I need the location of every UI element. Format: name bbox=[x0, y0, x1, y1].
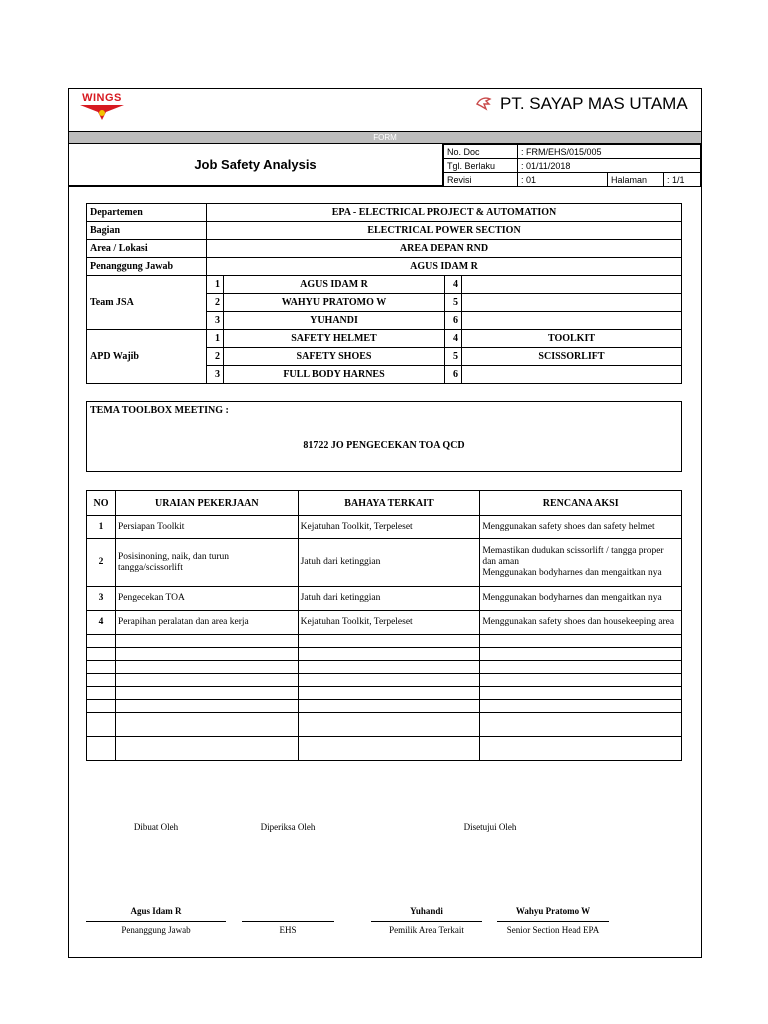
tgl-berlaku-value: : 01/11/2018 bbox=[518, 159, 701, 173]
company-name: PT. SAYAP MAS UTAMA bbox=[500, 94, 688, 113]
revisi-label: Revisi bbox=[444, 173, 518, 187]
no-doc-value: : FRM/EHS/015/005 bbox=[518, 145, 701, 159]
document-info-table bbox=[443, 144, 701, 187]
signature-name: Agus Idam R bbox=[130, 906, 182, 916]
apd-item: TOOLKIT bbox=[462, 330, 682, 348]
apd-number: 1 bbox=[207, 330, 224, 348]
task-uraian: Persiapan Toolkit bbox=[115, 516, 298, 539]
task-rencana: Menggunakan safety shoes dan safety helmet bbox=[480, 516, 682, 539]
team-member: YUHANDI bbox=[224, 312, 445, 330]
bagian-label: Bagian bbox=[87, 222, 207, 240]
team-jsa-label: Team JSA bbox=[87, 276, 207, 330]
wings-logo: WINGS bbox=[76, 92, 132, 122]
team-member: WAHYU PRATOMO W bbox=[224, 294, 445, 312]
column-header-no: NO bbox=[87, 491, 116, 516]
signature-line bbox=[371, 921, 482, 922]
signature-name: Yuhandi bbox=[410, 906, 443, 916]
column-header-rencana: RENCANA AKSI bbox=[480, 491, 682, 516]
task-bahaya: Jatuh dari ketinggian bbox=[298, 539, 480, 587]
apd-item: SAFETY SHOES bbox=[224, 348, 445, 366]
team-member bbox=[462, 294, 682, 312]
disetujui-oleh-label: Disetujui Oleh bbox=[463, 822, 517, 832]
task-rencana: Memastikan dudukan scissorlift / tangga proper dan aman Menggunakan bodyharnes dan mengaitkan nya bbox=[480, 539, 682, 587]
document-title: Job Safety Analysis bbox=[69, 144, 443, 186]
task-uraian: Perapihan peralatan dan area kerja bbox=[115, 611, 298, 635]
toolbox-meeting-label: TEMA TOOLBOX MEETING : bbox=[90, 405, 229, 416]
bagian-value: ELECTRICAL POWER SECTION bbox=[207, 222, 682, 240]
team-number: 6 bbox=[445, 312, 462, 330]
signature-name: Wahyu Pratomo W bbox=[515, 906, 591, 916]
signature-line bbox=[86, 921, 226, 922]
empty-row bbox=[87, 687, 682, 700]
empty-row bbox=[87, 700, 682, 713]
halaman-value: : 1/1 bbox=[664, 173, 701, 187]
signature-line bbox=[497, 921, 609, 922]
apd-number: 5 bbox=[445, 348, 462, 366]
empty-row bbox=[87, 737, 682, 761]
task-bahaya: Kejatuhan Toolkit, Terpeleset bbox=[298, 611, 480, 635]
area-label: Area / Lokasi bbox=[87, 240, 207, 258]
signature-role: Penanggung Jawab bbox=[121, 925, 191, 935]
company-logo-icon bbox=[474, 94, 494, 114]
signature-role: Pemilik Area Terkait bbox=[389, 925, 464, 935]
diperiksa-oleh-label: Diperiksa Oleh bbox=[260, 822, 316, 832]
apd-number: 2 bbox=[207, 348, 224, 366]
wings-emblem-icon bbox=[76, 92, 132, 122]
form-label-bar: FORM bbox=[69, 131, 701, 144]
table-row bbox=[87, 611, 682, 635]
signature-role: Senior Section Head EPA bbox=[506, 925, 600, 935]
signature-role: EHS bbox=[279, 925, 297, 935]
toolbox-meeting-value: 81722 JO PENGECEKAN TOA QCD bbox=[303, 440, 465, 451]
apd-item: FULL BODY HARNES bbox=[224, 366, 445, 384]
task-no: 1 bbox=[87, 516, 116, 539]
table-row bbox=[87, 539, 682, 587]
departemen-value: EPA - ELECTRICAL PROJECT & AUTOMATION bbox=[207, 204, 682, 222]
task-no: 3 bbox=[87, 587, 116, 611]
table-row bbox=[87, 587, 682, 611]
penanggung-jawab-value: AGUS IDAM R bbox=[207, 258, 682, 276]
halaman-label: Halaman bbox=[608, 173, 664, 187]
revisi-value: : 01 bbox=[518, 173, 608, 187]
task-rencana: Menggunakan bodyharnes dan mengaitkan nya bbox=[480, 587, 682, 611]
header-divider bbox=[69, 186, 701, 187]
team-number: 4 bbox=[445, 276, 462, 294]
apd-number: 6 bbox=[445, 366, 462, 384]
apd-wajib-label: APD Wajib bbox=[87, 330, 207, 384]
task-uraian: Posisinoning, naik, dan turun tangga/scissorlift bbox=[115, 539, 298, 587]
area-value: AREA DEPAN RND bbox=[207, 240, 682, 258]
task-no: 4 bbox=[87, 611, 116, 635]
task-uraian: Pengecekan TOA bbox=[115, 587, 298, 611]
apd-item: SCISSORLIFT bbox=[462, 348, 682, 366]
task-analysis-table bbox=[86, 490, 682, 761]
apd-item: SAFETY HELMET bbox=[224, 330, 445, 348]
task-bahaya: Kejatuhan Toolkit, Terpeleset bbox=[298, 516, 480, 539]
tgl-berlaku-label: Tgl. Berlaku bbox=[444, 159, 518, 173]
company-header bbox=[474, 92, 688, 116]
table-row bbox=[87, 516, 682, 539]
penanggung-jawab-label: Penanggung Jawab bbox=[87, 258, 207, 276]
team-member bbox=[462, 312, 682, 330]
apd-number: 3 bbox=[207, 366, 224, 384]
toolbox-meeting-box bbox=[86, 401, 682, 472]
departemen-label: Departemen bbox=[87, 204, 207, 222]
task-rencana: Menggunakan safety shoes dan housekeeping area bbox=[480, 611, 682, 635]
empty-row bbox=[87, 713, 682, 737]
task-bahaya: Jatuh dari ketinggian bbox=[298, 587, 480, 611]
team-number: 1 bbox=[207, 276, 224, 294]
empty-row bbox=[87, 661, 682, 674]
empty-row bbox=[87, 648, 682, 661]
column-header-uraian: URAIAN PEKERJAAN bbox=[115, 491, 298, 516]
team-number: 2 bbox=[207, 294, 224, 312]
empty-row bbox=[87, 635, 682, 648]
empty-row bbox=[87, 674, 682, 687]
apd-item bbox=[462, 366, 682, 384]
team-number: 5 bbox=[445, 294, 462, 312]
task-no: 2 bbox=[87, 539, 116, 587]
apd-number: 4 bbox=[445, 330, 462, 348]
column-header-bahaya: BAHAYA TERKAIT bbox=[298, 491, 480, 516]
team-member bbox=[462, 276, 682, 294]
dibuat-oleh-label: Dibuat Oleh bbox=[133, 822, 179, 832]
team-member: AGUS IDAM R bbox=[224, 276, 445, 294]
team-number: 3 bbox=[207, 312, 224, 330]
jsa-info-table bbox=[86, 203, 682, 384]
signature-line bbox=[242, 921, 334, 922]
no-doc-label: No. Doc bbox=[444, 145, 518, 159]
